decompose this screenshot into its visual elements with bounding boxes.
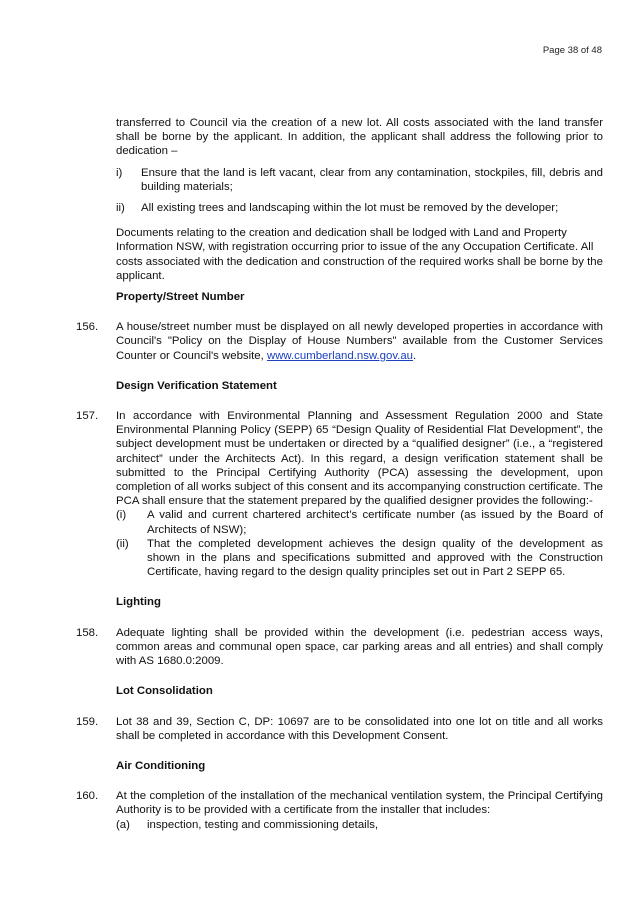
condition-text-end: . bbox=[413, 349, 417, 362]
sub-item-label: (ii) bbox=[116, 537, 129, 550]
condition-body bbox=[116, 789, 603, 832]
intro-item-text: All existing trees and landscaping within the lot must be removed by the developer; bbox=[141, 202, 559, 215]
intro-item bbox=[116, 201, 603, 215]
condition-157 bbox=[76, 409, 603, 579]
condition-number: 159. bbox=[76, 715, 99, 728]
condition-sub-item bbox=[116, 508, 603, 536]
sub-item-label: (a) bbox=[116, 818, 130, 831]
intro-paragraph: transferred to Council via the creation of a new lot. All costs associated with the land transfer shall be borne by the applicant. In addition, the applicant shall address the following prior to dedication – bbox=[116, 117, 603, 158]
condition-text: In accordance with Environmental Planning and Assessment Regulation 2000 and State Environmental Planning Policy (SEPP) 65 “Design Quality of Residential Flat Development”, the subject development must be undertaken or directed by a “qualified designer” (i.e., a “registered architect” under the Architects Act). In this regard, a design verification statement shall be submitted to the Principal Certifying Authority (PCA) assessing the development, upon completion of all works subject of this consent and its accompanying construction certificate. The PCA shall ensure that the statement prepared by the qualified designer provides the following:- bbox=[116, 410, 603, 508]
intro-item-label: ii) bbox=[116, 202, 125, 215]
condition-number: 160. bbox=[76, 790, 99, 803]
condition-158 bbox=[76, 626, 603, 669]
condition-number: 156. bbox=[76, 321, 99, 334]
sub-item-text: A valid and current chartered architect’s certificate number (as issued by the Board of Architects of NSW); bbox=[147, 509, 603, 536]
condition-sub-item bbox=[116, 818, 603, 832]
section-heading-design-verification: Design Verification Statement bbox=[116, 379, 277, 392]
sub-item-text: inspection, testing and commissioning details, bbox=[147, 818, 379, 831]
condition-160 bbox=[76, 789, 603, 832]
section-heading-air-conditioning: Air Conditioning bbox=[116, 759, 206, 772]
intro-item-label: i) bbox=[116, 166, 123, 179]
section-heading-lot-consolidation: Lot Consolidation bbox=[116, 685, 213, 698]
section-heading-property-street-number: Property/Street Number bbox=[116, 291, 245, 304]
intro-block bbox=[116, 116, 603, 283]
condition-text: At the completion of the installation of the mechanical ventilation system, the Principal Certifying Authority is to be provided with a certificate from the installer that includes: bbox=[116, 790, 603, 817]
section-heading-lighting: Lighting bbox=[116, 596, 161, 609]
intro-item-text: Ensure that the land is left vacant, clear from any contamination, stockpiles, fill, debris and building materials; bbox=[141, 166, 603, 193]
condition-text: Adequate lighting shall be provided within the development (i.e. pedestrian access ways, common areas and communal open space, car parking areas and all entries) and shall comply with AS 1680.0:2009. bbox=[116, 626, 603, 668]
sub-item-text: That the completed development achieves the design quality of the development as shown in the plans and specifications submitted and approved with the Construction Certificate, having regard to the design quality principles set out in Part 2 SEPP 65. bbox=[147, 537, 603, 579]
condition-159 bbox=[76, 715, 603, 743]
condition-156 bbox=[76, 320, 603, 363]
document-body bbox=[76, 116, 603, 832]
page-number: Page 38 of 48 bbox=[542, 45, 602, 56]
condition-text: Lot 38 and 39, Section C, DP: 10697 are to be consolidated into one lot on title and all works shall be completed in accordance with this Development Consent. bbox=[116, 715, 603, 742]
sub-item-label: (i) bbox=[116, 509, 127, 522]
intro-closing-paragraph: Documents relating to the creation and dedication shall be lodged with Land and Property Information NSW, with registration occurring prior to issue of the any Occupation Certificate. All costs associated with the dedication and construction of the required works shall be borne by the applicant. bbox=[116, 227, 603, 282]
condition-text-part: A house/street number must be displayed on all newly developed properties in accordance with Council's "Policy on the Display of House Numbers" available from the Customer Services Counter or Council's website, bbox=[116, 321, 603, 362]
condition-number: 158. bbox=[76, 626, 99, 639]
condition-number: 157. bbox=[76, 410, 99, 423]
condition-sub-item bbox=[116, 537, 603, 580]
condition-text bbox=[116, 320, 603, 363]
condition-body bbox=[116, 409, 603, 579]
council-website-link[interactable]: www.cumberland.nsw.gov.au bbox=[266, 349, 414, 362]
intro-item bbox=[116, 166, 603, 194]
